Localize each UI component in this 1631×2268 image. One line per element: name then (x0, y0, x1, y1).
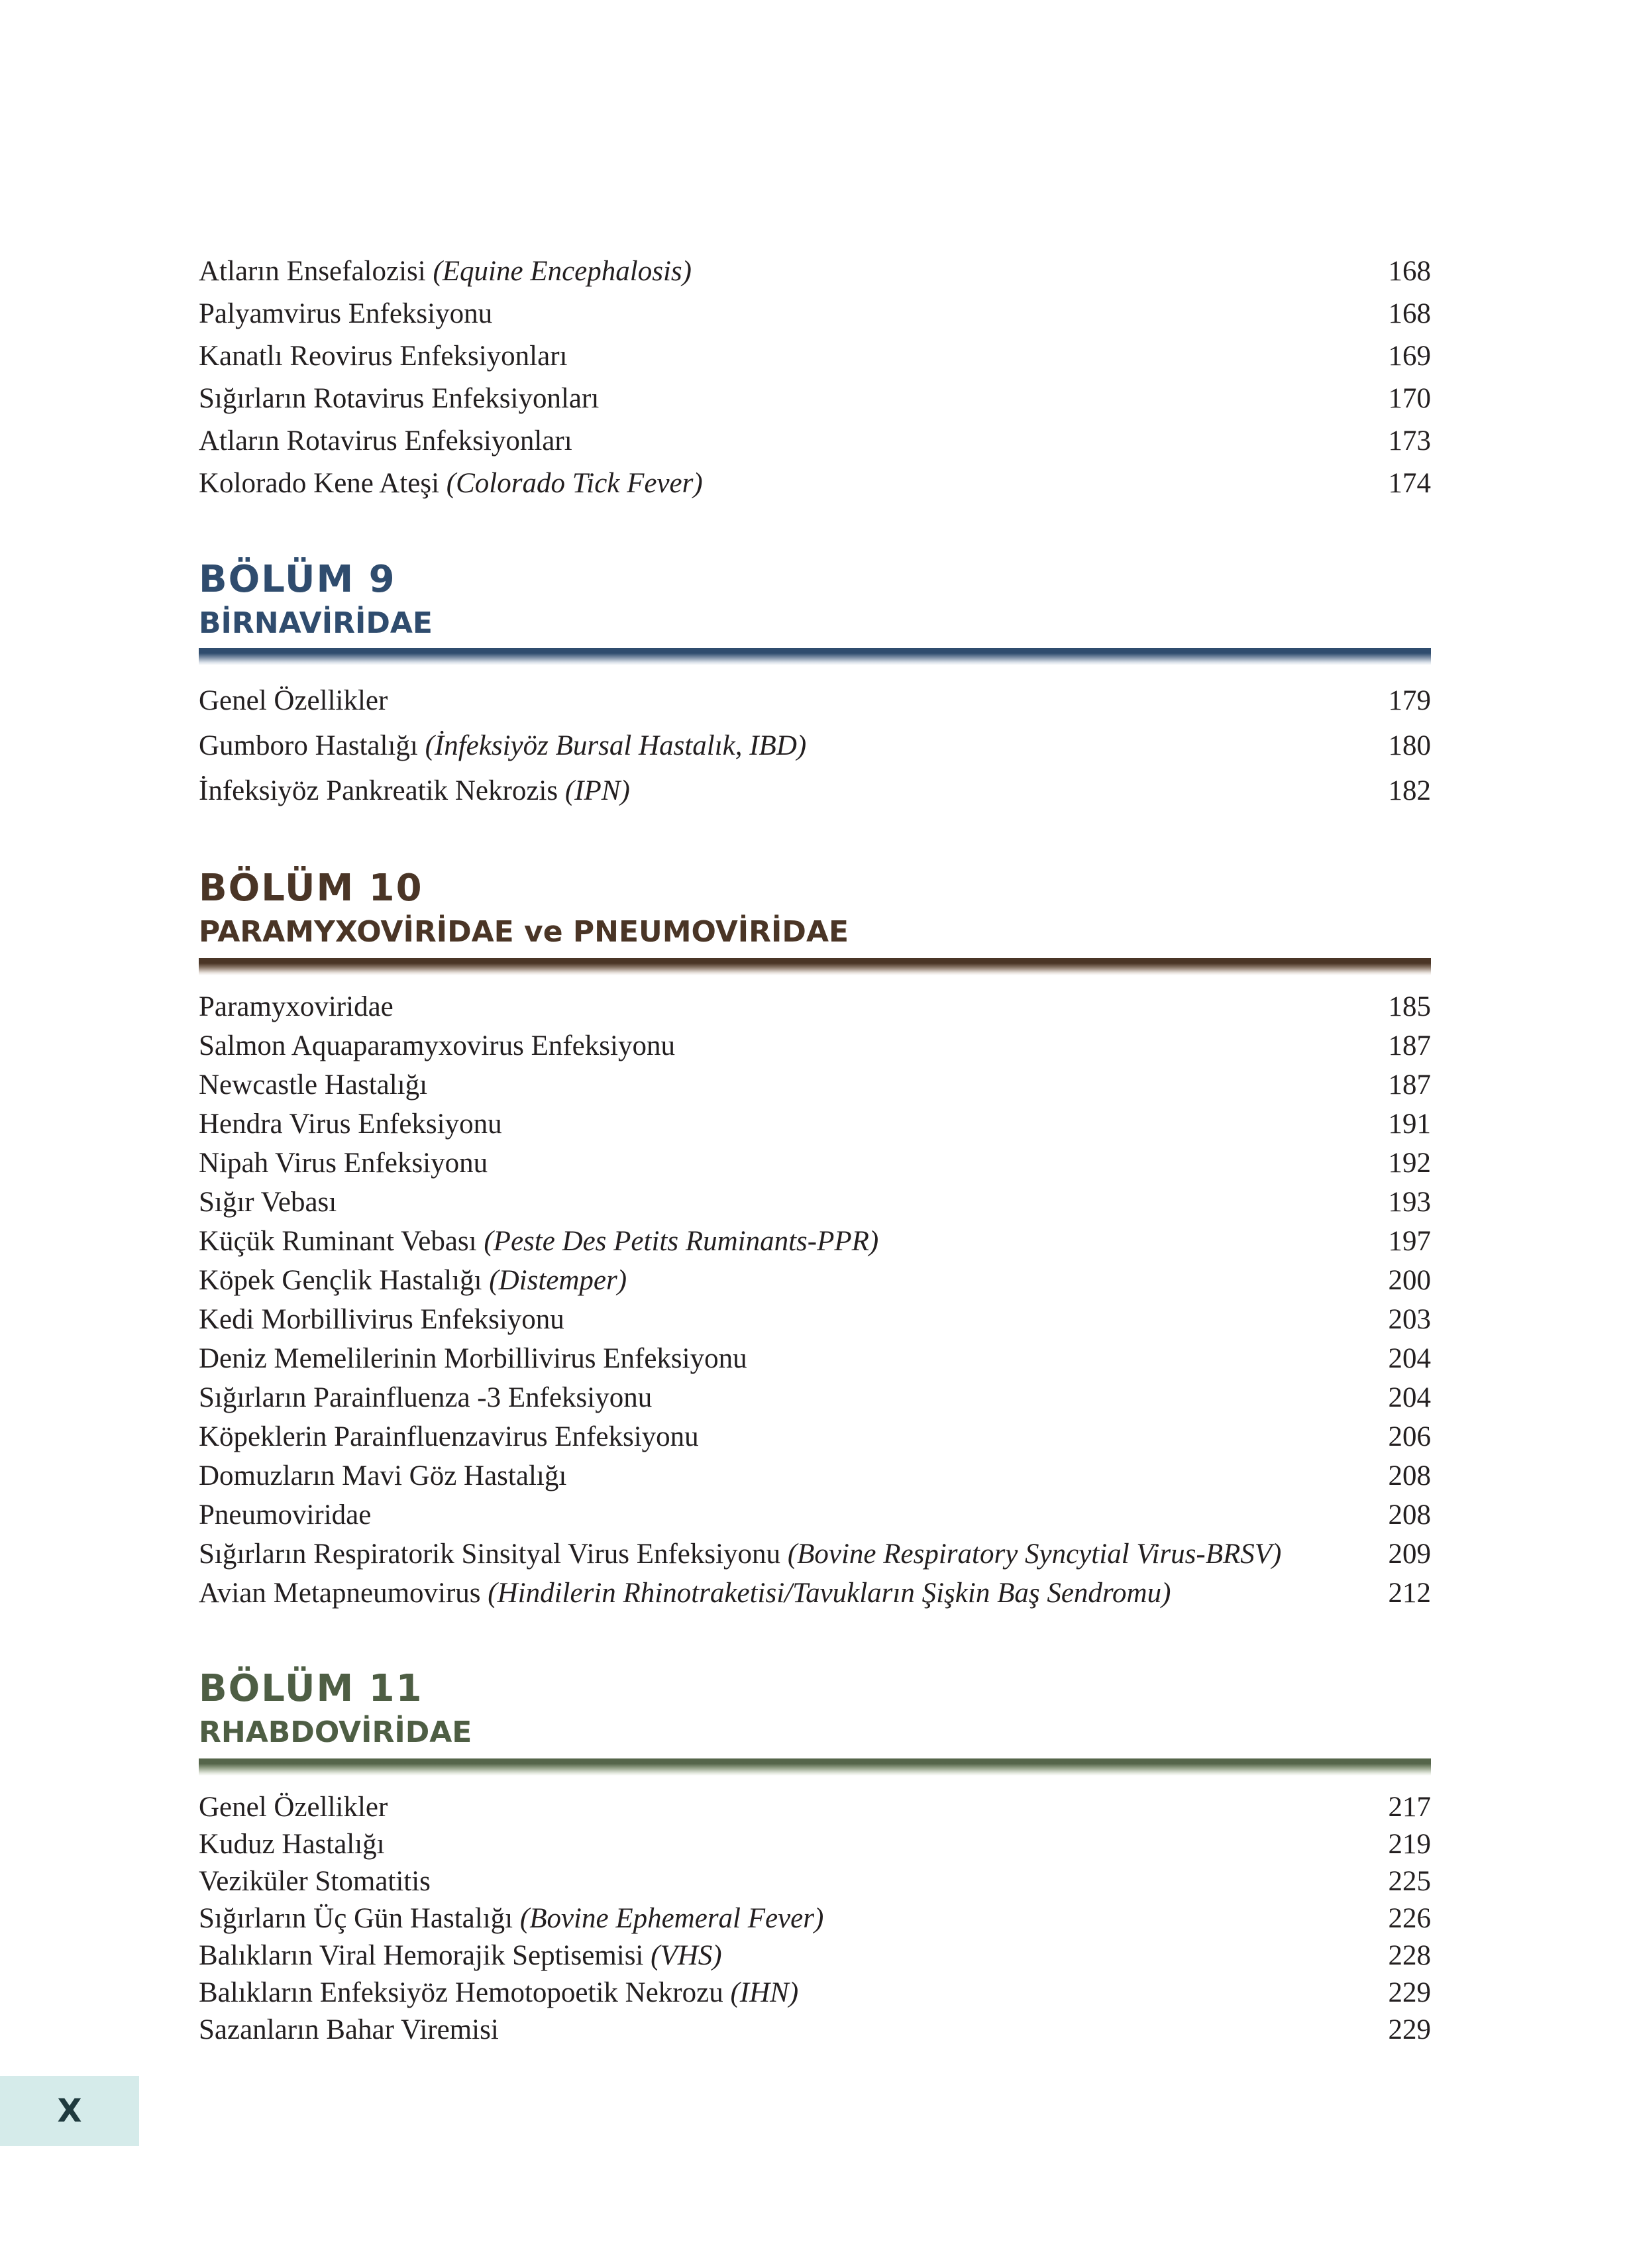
toc-entry-latin-name: (İnfeksiyöz Bursal Hastalık, IBD) (425, 730, 807, 761)
toc-entry-title (199, 724, 806, 769)
toc-entry-title (199, 1535, 1281, 1574)
toc-entry (199, 1495, 1431, 1535)
toc-entry-title-text: Gumboro Hastalığı (199, 730, 425, 761)
toc-entry (199, 1378, 1431, 1417)
toc-entry-title (199, 1261, 627, 1300)
toc-entry-title (199, 1826, 385, 1863)
toc-entry-title (199, 1378, 652, 1417)
section-title: BİRNAVİRİDAE (199, 606, 433, 640)
toc-entry-page-number: 168 (1388, 298, 1431, 329)
toc-entry (199, 1339, 1431, 1378)
toc-entry-latin-name: (IPN) (564, 775, 630, 806)
toc-entry-page-number: 228 (1388, 1940, 1431, 1971)
toc-entry-page-number: 225 (1388, 1866, 1431, 1897)
toc-entry-page-number: 229 (1388, 1977, 1431, 2008)
toc-entry-title (199, 1144, 488, 1183)
toc-entry (199, 1261, 1431, 1300)
toc-entry-title-text: Balıkların Viral Hemorajik Septisemisi (199, 1940, 651, 1971)
section-number: BÖLÜM 10 (199, 867, 423, 910)
toc-entry (199, 420, 1431, 462)
toc-entry-title (199, 1339, 747, 1378)
toc-entry-latin-name: (Equine Encephalosis) (433, 256, 692, 287)
toc-entry-title (199, 1937, 722, 1974)
section-divider (199, 1758, 1431, 1776)
toc-entry-title (199, 1574, 1171, 1613)
toc-entry-page-number: 187 (1388, 1069, 1431, 1101)
toc-entry (199, 1826, 1431, 1863)
toc-entry-title-text: Sığırların Rotavirus Enfeksiyonları (199, 383, 600, 414)
toc-entry-title (199, 1900, 823, 1937)
toc-entry-title (199, 420, 572, 462)
toc-entry-title (199, 250, 692, 293)
section-divider (199, 648, 1431, 665)
toc-entry-page-number: 192 (1388, 1148, 1431, 1179)
toc-entry-title-text: Köpeklerin Parainfluenzavirus Enfeksiyonu (199, 1421, 699, 1452)
toc-entry-page-number: 197 (1388, 1226, 1431, 1257)
toc-entry (199, 1789, 1431, 1826)
toc-entry-title (199, 987, 394, 1026)
toc-entry-title-text: Köpek Gençlik Hastalığı (199, 1265, 490, 1296)
toc-entry (199, 335, 1431, 378)
section-heading-10 (199, 865, 1431, 951)
toc-entry-title-text: Hendra Virus Enfeksiyonu (199, 1108, 502, 1140)
toc-entry (199, 2012, 1431, 2049)
toc-entry-title (199, 1026, 675, 1065)
toc-entry-page-number: 187 (1388, 1030, 1431, 1061)
toc-entry-title-text: Sazanların Bahar Viremisi (199, 2014, 499, 2045)
toc-entry-title (199, 1417, 699, 1456)
section-number: BÖLÜM 9 (199, 558, 396, 601)
toc-entry-title (199, 1300, 564, 1339)
toc-entry-title (199, 1105, 502, 1144)
toc-entry-page-number: 204 (1388, 1382, 1431, 1413)
toc-entry (199, 678, 1431, 724)
toc-entry-page-number: 200 (1388, 1265, 1431, 1296)
toc-entry-page-number: 185 (1388, 991, 1431, 1022)
toc-entry-latin-name: (VHS) (651, 1940, 722, 1971)
toc-entry-title-text: Newcastle Hastalığı (199, 1069, 428, 1101)
toc-entry-title (199, 2012, 499, 2049)
toc-entry-title-text: Avian Metapneumovirus (199, 1578, 488, 1609)
toc-entry-title (199, 378, 599, 420)
toc-entry-title-text: İnfeksiyöz Pankreatik Nekrozis (199, 775, 565, 806)
toc-entry-page-number: 191 (1388, 1108, 1431, 1140)
toc-entry-title-text: Pneumoviridae (199, 1499, 372, 1531)
toc-entry-title-text: Genel Özellikler (199, 685, 388, 716)
toc-entry-page-number: 212 (1388, 1578, 1431, 1609)
toc-entry (199, 1574, 1431, 1613)
toc-entry-title (199, 678, 388, 724)
toc-entry-page-number: 208 (1388, 1499, 1431, 1531)
section-divider (199, 958, 1431, 975)
section-number: BÖLÜM 11 (199, 1667, 423, 1710)
toc-entry-title-text: Palyamvirus Enfeksiyonu (199, 298, 493, 329)
toc-entry-page-number: 217 (1388, 1792, 1431, 1823)
toc-entry-title-text: Atların Ensefalozisi (199, 256, 433, 287)
toc-entry-page-number: 170 (1388, 383, 1431, 414)
toc-entry (199, 769, 1431, 814)
toc-entry-title (199, 1222, 878, 1261)
toc-entry-latin-name: (IHN) (730, 1977, 799, 2008)
section-title: RHABDOVİRİDAE (199, 1715, 472, 1749)
toc-entry-title (199, 1789, 388, 1826)
toc-entry-page-number: 209 (1388, 1539, 1431, 1570)
toc-entry-page-number: 226 (1388, 1903, 1431, 1934)
toc-top-list (199, 250, 1431, 505)
toc-entry-title (199, 1495, 371, 1535)
toc-entry (199, 462, 1431, 505)
toc-entry (199, 1974, 1431, 2012)
toc-entry-title-text: Sığırların Üç Gün Hastalığı (199, 1903, 520, 1934)
toc-section-10-list (199, 987, 1431, 1613)
toc-entry-title-text: Balıkların Enfeksiyöz Hemotopoetik Nekrozu (199, 1977, 731, 2008)
toc-entry (199, 1900, 1431, 1937)
toc-entry (199, 1863, 1431, 1900)
toc-entry (199, 1065, 1431, 1105)
toc-entry-title-text: Atların Rotavirus Enfeksiyonları (199, 425, 572, 457)
toc-entry (199, 1417, 1431, 1456)
toc-entry-page-number: 174 (1388, 468, 1431, 499)
toc-entry-title (199, 335, 567, 378)
toc-entry-latin-name: (Peste Des Petits Ruminants-PPR) (484, 1226, 879, 1257)
toc-entry-latin-name: (Bovine Ephemeral Fever) (519, 1903, 824, 1934)
toc-entry (199, 1026, 1431, 1065)
toc-entry-title (199, 1863, 431, 1900)
toc-entry-title (199, 769, 630, 814)
toc-entry-page-number: 180 (1388, 730, 1431, 761)
toc-entry-latin-name: (Bovine Respiratory Syncytial Virus-BRSV) (787, 1539, 1282, 1570)
toc-entry-page-number: 208 (1388, 1460, 1431, 1491)
toc-entry-title-text: Küçük Ruminant Vebası (199, 1226, 484, 1257)
toc-entry-title-text: Sığırların Parainfluenza -3 Enfeksiyonu (199, 1382, 653, 1413)
toc-entry-title-text: Paramyxoviridae (199, 991, 394, 1022)
toc-entry (199, 724, 1431, 769)
toc-entry (199, 1300, 1431, 1339)
toc-entry-title-text: Kolorado Kene Ateşi (199, 468, 447, 499)
toc-section-11-list (199, 1789, 1431, 2049)
toc-entry (199, 1937, 1431, 1974)
toc-entry-latin-name: (Distemper) (489, 1265, 627, 1296)
section-heading-9 (199, 557, 1431, 643)
section-heading-11 (199, 1666, 1431, 1752)
toc-entry (199, 1222, 1431, 1261)
toc-entry (199, 1144, 1431, 1183)
toc-entry-page-number: 193 (1388, 1187, 1431, 1218)
toc-entry-title (199, 1183, 337, 1222)
toc-entry (199, 1183, 1431, 1222)
toc-entry-title (199, 293, 492, 335)
toc-entry-page-number: 206 (1388, 1421, 1431, 1452)
toc-entry (199, 293, 1431, 335)
toc-entry-page-number: 168 (1388, 256, 1431, 287)
toc-entry-title-text: Salmon Aquaparamyxovirus Enfeksiyonu (199, 1030, 675, 1061)
toc-entry-page-number: 204 (1388, 1343, 1431, 1374)
toc-entry-page-number: 219 (1388, 1829, 1431, 1860)
toc-entry-page-number: 173 (1388, 425, 1431, 457)
toc-entry-title-text: Sığır Vebası (199, 1187, 337, 1218)
toc-section-9-list (199, 678, 1431, 814)
toc-entry (199, 1105, 1431, 1144)
toc-entry (199, 987, 1431, 1026)
toc-entry-latin-name: (Colorado Tick Fever) (446, 468, 703, 499)
toc-entry-title-text: Domuzların Mavi Göz Hastalığı (199, 1460, 567, 1491)
toc-entry-title-text: Veziküler Stomatitis (199, 1866, 431, 1897)
toc-entry (199, 250, 1431, 293)
toc-entry-title (199, 1974, 798, 2012)
toc-entry (199, 1535, 1431, 1574)
section-title: PARAMYXOVİRİDAE ve PNEUMOVİRİDAE (199, 915, 849, 949)
toc-entry-title-text: Kuduz Hastalığı (199, 1829, 385, 1860)
toc-entry-title-text: Genel Özellikler (199, 1792, 388, 1823)
toc-entry-page-number: 169 (1388, 341, 1431, 372)
toc-entry-title (199, 462, 703, 505)
toc-entry-page-number: 182 (1388, 775, 1431, 806)
toc-entry-title-text: Deniz Memelilerinin Morbillivirus Enfeksiyonu (199, 1343, 747, 1374)
toc-entry-title-text: Nipah Virus Enfeksiyonu (199, 1148, 488, 1179)
toc-entry-title-text: Kedi Morbillivirus Enfeksiyonu (199, 1304, 564, 1335)
toc-entry-page-number: 229 (1388, 2014, 1431, 2045)
toc-entry-page-number: 179 (1388, 685, 1431, 716)
page-number-tab: X (0, 2076, 139, 2146)
toc-entry (199, 1456, 1431, 1495)
toc-entry-title (199, 1065, 427, 1105)
toc-entry (199, 378, 1431, 420)
toc-entry-page-number: 203 (1388, 1304, 1431, 1335)
toc-entry-title-text: Sığırların Respiratorik Sinsityal Virus Enfeksiyonu (199, 1539, 788, 1570)
toc-entry-title (199, 1456, 566, 1495)
toc-entry-title-text: Kanatlı Reovirus Enfeksiyonları (199, 341, 568, 372)
toc-entry-latin-name: (Hindilerin Rhinotraketisi/Tavukların Şişkin Baş Sendromu) (488, 1578, 1171, 1609)
